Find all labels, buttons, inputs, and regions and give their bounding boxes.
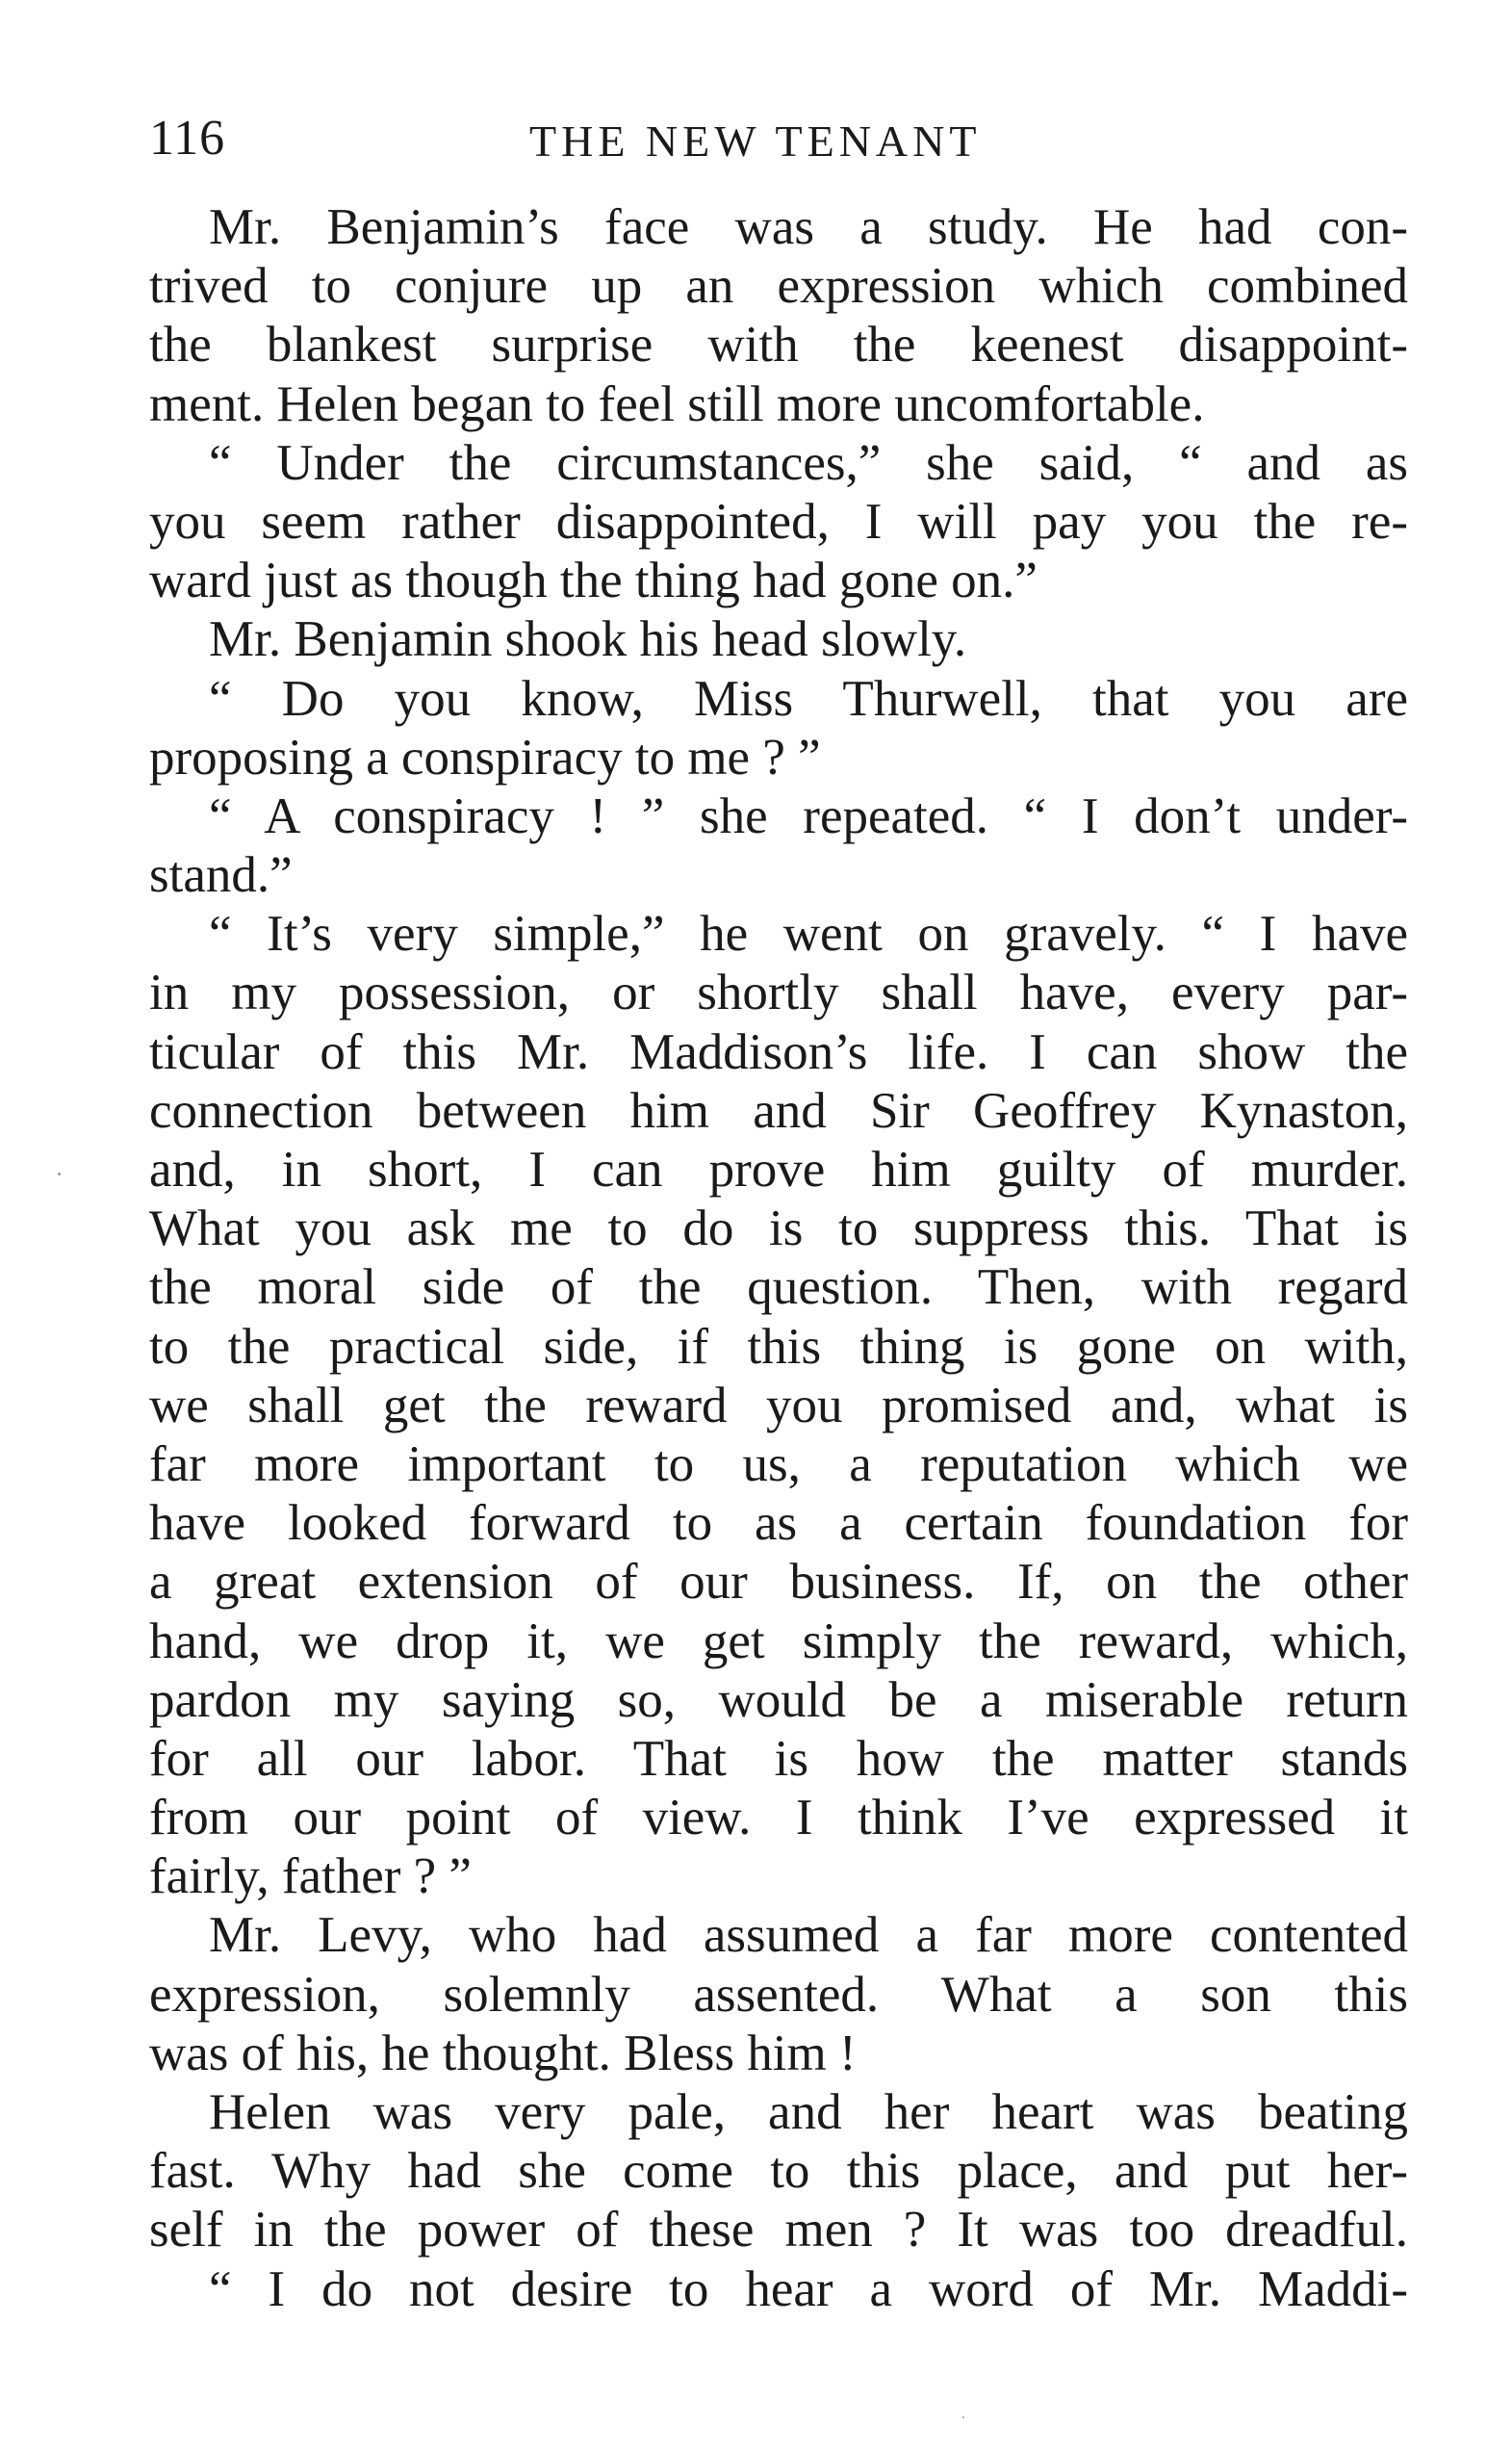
- text-line: the blankest surprise with the keenest disappoint-: [149, 317, 1408, 374]
- text-line: the moral side of the question. Then, with regard: [149, 1259, 1408, 1316]
- text-line: Mr. Benjamin’s face was a study. He had con-: [209, 199, 1408, 255]
- text-line: in my possession, or shortly shall have, every par-: [149, 965, 1408, 1021]
- text-line: ticular of this Mr. Maddison’s life. I can show the: [149, 1023, 1408, 1080]
- text-line: expression, solemnly assented. What a son this: [149, 1966, 1408, 2023]
- text-line: trived to conjure up an expression which combined: [149, 258, 1408, 315]
- text-line: proposing a conspiracy to me ? ”: [149, 729, 821, 786]
- text-line: ward just as though the thing had gone on.”: [149, 553, 1038, 609]
- text-line: hand, we drop it, we get simply the reward, which,: [149, 1613, 1408, 1669]
- text-line: for all our labor. That is how the matter stands: [149, 1730, 1408, 1787]
- text-line: stand.”: [149, 847, 293, 904]
- text-line: to the practical side, if this thing is gone on with,: [149, 1318, 1408, 1375]
- text-line: we shall get the reward you promised and, what is: [149, 1377, 1408, 1433]
- paper-speck: [962, 2416, 964, 2418]
- text-line: fairly, father ? ”: [149, 1848, 472, 1905]
- page-number: 116: [149, 111, 226, 166]
- text-line: Mr. Benjamin shook his head slowly.: [209, 611, 967, 668]
- text-line: “ It’s very simple,” he went on gravely. “ I have: [209, 906, 1408, 963]
- text-line: “ Do you know, Miss Thurwell, that you are: [209, 670, 1408, 727]
- text-line: was of his, he thought. Bless him !: [149, 2025, 857, 2081]
- paper-speck: [58, 1173, 61, 1175]
- text-line: ment. Helen began to feel still more uncomfortable.: [149, 375, 1205, 432]
- text-line: Mr. Levy, who had assumed a far more contented: [209, 1907, 1408, 1964]
- text-line: far more important to us, a reputation which we: [149, 1435, 1408, 1492]
- text-line: connection between him and Sir Geoffrey Kynaston,: [149, 1082, 1408, 1139]
- text-line: Helen was very pale, and her heart was beating: [209, 2084, 1408, 2140]
- text-line: self in the power of these men ? It was too dreadful.: [149, 2202, 1408, 2258]
- text-line: pardon my saying so, would be a miserable return: [149, 1671, 1408, 1728]
- text-line: have looked forward to as a certain foundation for: [149, 1495, 1408, 1552]
- running-title: THE NEW TENANT: [529, 116, 982, 166]
- text-line: “ Under the circumstances,” she said, “ and as: [209, 434, 1408, 491]
- text-line: you seem rather disappointed, I will pay you the re-: [149, 493, 1408, 550]
- text-line: a great extension of our business. If, on the other: [149, 1554, 1408, 1611]
- page-header: [149, 110, 1420, 171]
- text-line: What you ask me to do is to suppress this. That is: [149, 1200, 1408, 1257]
- text-line: “ I do not desire to hear a word of Mr. Maddi-: [209, 2260, 1408, 2317]
- text-line: fast. Why had she come to this place, and put her-: [149, 2143, 1408, 2200]
- text-line: and, in short, I can prove him guilty of murder.: [149, 1142, 1408, 1198]
- text-line: from our point of view. I think I’ve expressed it: [149, 1790, 1408, 1846]
- body-text: [149, 198, 1408, 2319]
- text-line: “ A conspiracy ! ” she repeated. “ I don’t under-: [209, 787, 1408, 844]
